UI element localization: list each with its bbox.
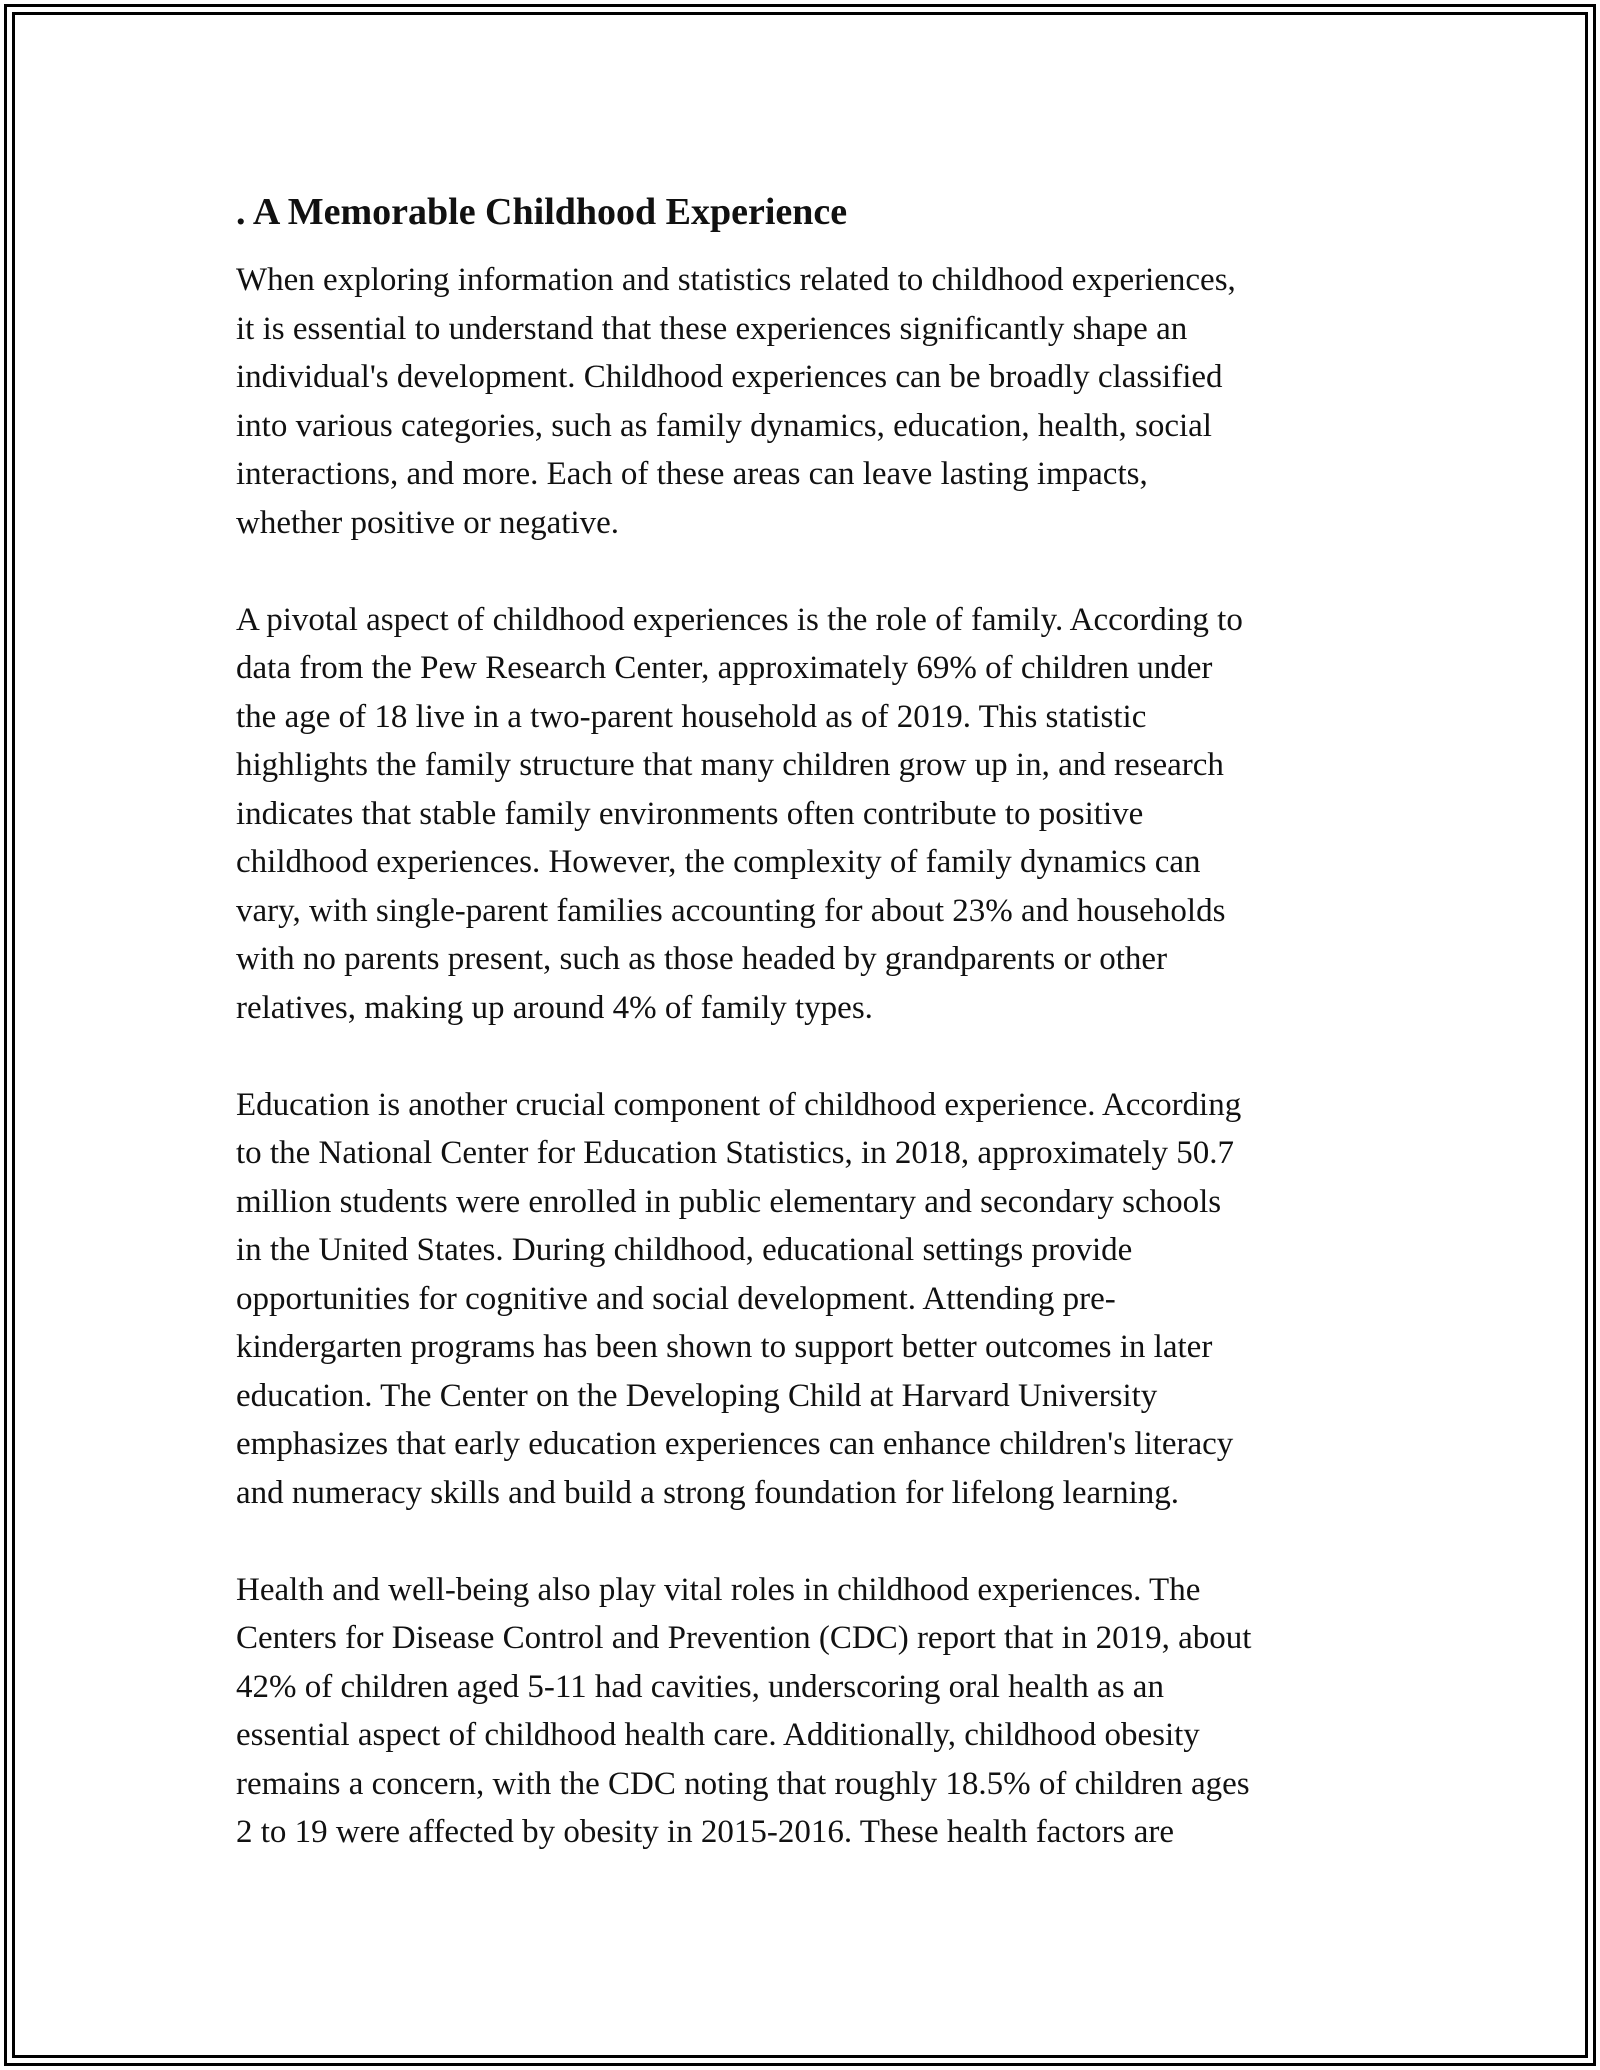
text-line: data from the Pew Research Center, approximately 69% of children under bbox=[236, 650, 1213, 686]
text-line: When exploring information and statistics related to childhood experiences, bbox=[236, 262, 1236, 298]
text-line: Centers for Disease Control and Prevention (CDC) report that in 2019, about bbox=[236, 1620, 1252, 1656]
text-line: 42% of children aged 5-11 had cavities, underscoring oral health as an bbox=[236, 1668, 1164, 1705]
text-line: with no parents present, such as those headed by grandparents or other bbox=[236, 941, 1168, 977]
text-line: Health and well-being also play vital roles in childhood experiences. The bbox=[236, 1571, 1201, 1608]
text-line: Education is another crucial component of childhood experience. According bbox=[236, 1086, 1242, 1123]
text-line: it is essential to understand that these experiences significantly shape an bbox=[236, 310, 1188, 347]
text-line: million students were enrolled in public elementary and secondary schools bbox=[236, 1183, 1222, 1220]
document-body bbox=[236, 186, 1376, 1905]
text-line: into various categories, such as family dynamics, education, health, social bbox=[236, 407, 1212, 444]
text-line: and numeracy skills and build a strong foundation for lifelong learning. bbox=[236, 1474, 1180, 1511]
paragraph-health bbox=[236, 1566, 1376, 1857]
text-line: vary, with single-parent families accounting for about 23% and households bbox=[236, 892, 1226, 929]
text-line: in the United States. During childhood, educational settings provide bbox=[236, 1232, 1133, 1268]
paragraph-intro bbox=[236, 256, 1376, 547]
text-line: opportunities for cognitive and social development. Attending pre- bbox=[236, 1280, 1116, 1317]
text-line: 2 to 19 were affected by obesity in 2015-2016. These health factors are bbox=[236, 1814, 1175, 1850]
text-line: to the National Center for Education Statistics, in 2018, approximately 50.7 bbox=[236, 1135, 1235, 1171]
text-line: interactions, and more. Each of these areas can leave lasting impacts, bbox=[236, 456, 1148, 492]
text-line: remains a concern, with the CDC noting that roughly 18.5% of children ages bbox=[236, 1765, 1250, 1802]
text-line: essential aspect of childhood health care. Additionally, childhood obesity bbox=[236, 1717, 1200, 1753]
text-line: highlights the family structure that many children grow up in, and research bbox=[236, 747, 1224, 783]
text-line: education. The Center on the Developing Child at Harvard University bbox=[236, 1377, 1158, 1414]
text-line: whether positive or negative. bbox=[236, 504, 620, 541]
text-line: A pivotal aspect of childhood experiences is the role of family. According to bbox=[236, 601, 1243, 638]
document-title: . A Memorable Childhood Experience bbox=[236, 191, 848, 233]
text-line: indicates that stable family environments often contribute to positive bbox=[236, 795, 1144, 832]
text-line: the age of 18 live in a two-parent household as of 2019. This statistic bbox=[236, 698, 1147, 735]
text-line: kindergarten programs has been shown to support better outcomes in later bbox=[236, 1329, 1213, 1365]
text-line: emphasizes that early education experiences can enhance children's literacy bbox=[236, 1426, 1234, 1462]
text-line: childhood experiences. However, the complexity of family dynamics can bbox=[236, 844, 1201, 880]
text-line: individual's development. Childhood experiences can be broadly classified bbox=[236, 359, 1223, 395]
paragraph-family bbox=[236, 596, 1376, 1033]
text-line: relatives, making up around 4% of family types. bbox=[236, 989, 873, 1026]
paragraph-education bbox=[236, 1081, 1376, 1518]
